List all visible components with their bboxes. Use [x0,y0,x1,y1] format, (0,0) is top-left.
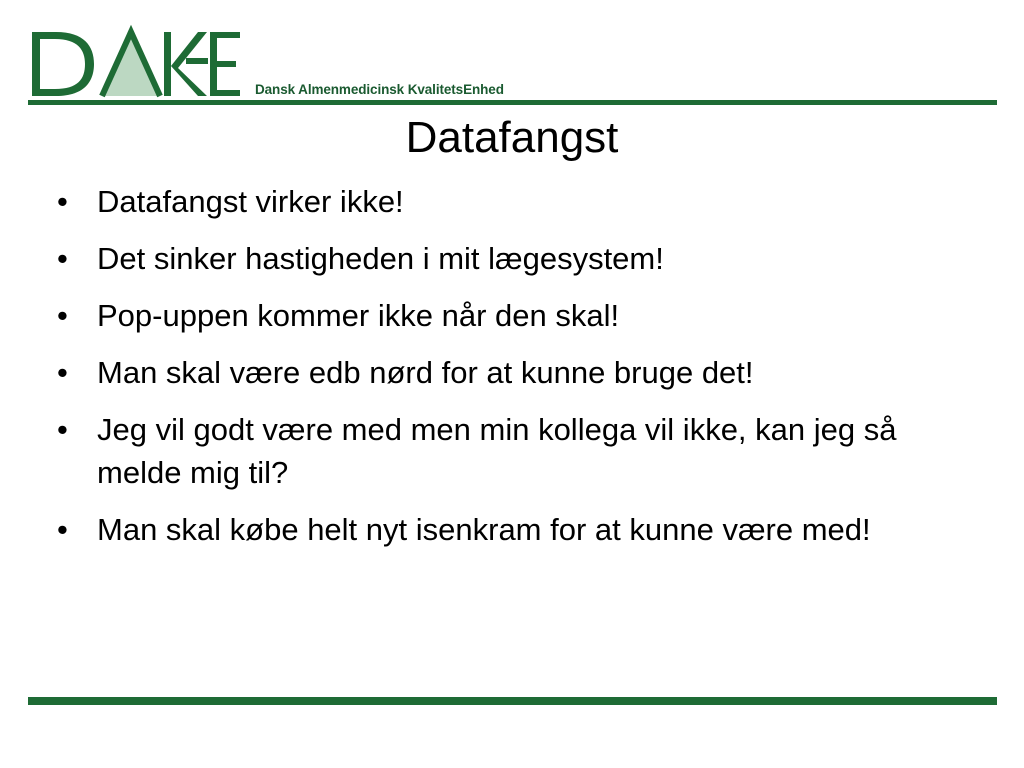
bullet-item [55,408,955,494]
bullet-item [55,508,955,551]
header-divider [28,100,997,105]
bullet-dot-icon: • [57,241,68,276]
bullet-item [55,237,955,280]
slide-title: Datafangst [405,113,619,162]
bullet-dot-icon: • [57,412,68,447]
bullet-text: Man skal være edb nørd for at kunne bruge det! [97,355,754,390]
bullet-dot-icon: • [57,184,68,219]
bullet-dot-icon: • [57,298,68,333]
bullet-dot-icon: • [57,355,68,390]
bullet-dot-icon: • [57,512,68,547]
bullet-item [55,294,955,337]
bullet-text: Datafangst virker ikke! [97,184,404,219]
dak-e-logo-mark [28,24,248,100]
bullet-text: Pop-uppen kommer ikke når den skal! [97,298,620,333]
footer-divider [28,697,997,705]
logo-subtitle: Dansk Almenmedicinsk KvalitetsEnhed [255,82,504,97]
bullet-text: Det sinker hastigheden i mit lægesystem! [97,241,664,276]
bullet-item [55,180,955,223]
bullet-list [55,180,955,565]
bullet-text: Man skal købe helt nyt isenkram for at kunne være med! [97,512,871,547]
dak-e-logo [28,24,558,104]
bullet-item [55,351,955,394]
bullet-text: Jeg vil godt være med men min kollega vil ikke, kan jeg så melde mig til? [97,412,897,490]
